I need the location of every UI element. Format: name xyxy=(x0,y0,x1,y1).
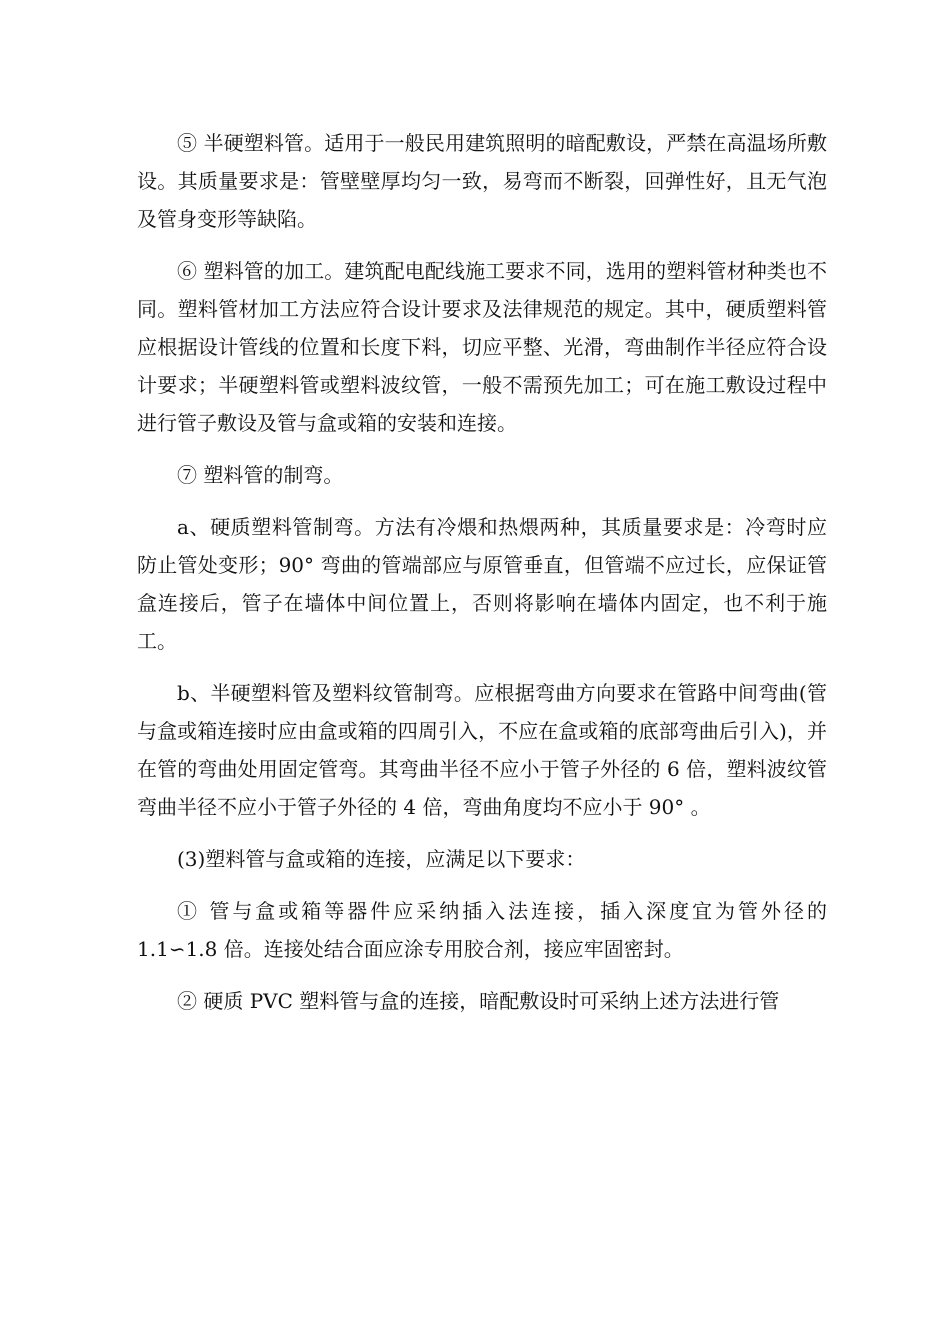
paragraph-item-1: ① 管与盒或箱等器件应采纳插入法连接，插入深度宜为管外径的 1.1∽1.8 倍。连接处结合面应涂专用胶合剂，接应牢固密封。 xyxy=(137,899,827,961)
paragraph-a: a、硬质塑料管制弯。方法有冷煨和热煨两种，其质量要求是：冷弯时应防止管处变形；90° 弯曲的管端部应与原管垂直，但管端不应过长，应保证管盒连接后，管子在墙体中间位置上，否则将影响在墙体内固定，也不利于施工。 xyxy=(137,515,827,653)
document-body xyxy=(137,124,827,1034)
paragraph-item-2: ② 硬质 PVC 塑料管与盒的连接，暗配敷设时可采纳上述方法进行管 xyxy=(177,989,780,1013)
paragraph-b: b、半硬塑料管及塑料纹管制弯。应根据弯曲方向要求在管路中间弯曲(管与盒或箱连接时应由盒或箱的四周引入，不应在盒或箱的底部弯曲后引入)，并在管的弯曲处用固定管弯。其弯曲半径不应小于管子外径的 6 倍，塑料波纹管弯曲半径不应小于管子外径的 4 倍，弯曲角度均不应小于 90° 。 xyxy=(137,681,827,819)
paragraph-item-7: ⑦ 塑料管的制弯。 xyxy=(177,463,344,487)
paragraph-item-5: ⑤ 半硬塑料管。适用于一般民用建筑照明的暗配敷设，严禁在高温场所敷设。其质量要求是：管壁壁厚均匀一致，易弯而不断裂，回弹性好，且无气泡及管身变形等缺陷。 xyxy=(137,131,827,231)
paragraph-item-6: ⑥ 塑料管的加工。建筑配电配线施工要求不同，选用的塑料管材种类也不同。塑料管材加工方法应符合设计要求及法律规范的规定。其中，硬质塑料管应根据设计管线的位置和长度下料，切应平整、光滑，弯曲制作半径应符合设计要求；半硬塑料管或塑料波纹管，一般不需预先加工；可在施工敷设过程中进行管子敷设及管与盒或箱的安装和连接。 xyxy=(137,259,827,435)
section-heading-3: (3)塑料管与盒或箱的连接，应满足以下要求： xyxy=(177,847,586,871)
